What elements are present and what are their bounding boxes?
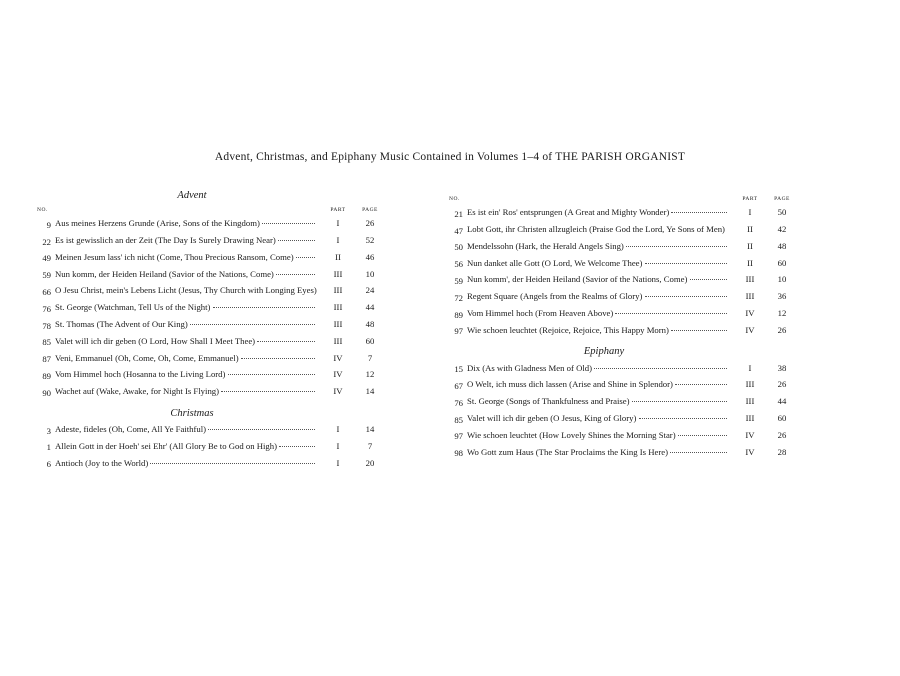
entry-title — [51, 385, 323, 398]
dot-leader — [671, 330, 727, 331]
dot-leader — [278, 240, 315, 241]
entry-page: 60 — [777, 413, 787, 424]
entry-part: II — [747, 257, 753, 268]
entry-number: 87 — [42, 354, 51, 365]
dot-leader — [594, 368, 727, 369]
entry-part: III — [333, 268, 343, 279]
entry-title-text: Wie schoen leuchtet (How Lovely Shines the Morning Star) — [467, 429, 676, 440]
entry-title-text: Nun komm, der Heiden Heiland (Savior of the Nations, Come) — [55, 268, 274, 279]
entry-title-text: Regent Square (Angels from the Realms of Glory) — [467, 291, 643, 302]
dot-leader — [678, 435, 727, 436]
entry-title — [51, 234, 323, 247]
hymn-entry — [37, 368, 387, 381]
dot-leader — [296, 257, 315, 258]
entry-page: 26 — [365, 218, 375, 229]
section-title-advent: Advent — [177, 190, 207, 201]
entry-page: 52 — [365, 235, 375, 246]
entry-title-text: Valet will ich dir geben (O Jesus, King of Glory) — [467, 413, 637, 424]
dot-leader — [645, 263, 728, 264]
entry-title-text: O Jesu Christ, mein's Lebens Licht (Jesus, Thy Church with Longing Eyes) — [55, 285, 317, 296]
entry-title — [463, 362, 735, 375]
dot-leader — [632, 401, 727, 402]
entry-part: I — [336, 218, 340, 229]
entry-title — [463, 273, 735, 286]
entry-number: 72 — [454, 292, 463, 303]
entry-part: III — [333, 285, 343, 296]
dot-leader — [276, 274, 315, 275]
entry-title — [51, 318, 323, 331]
entry-part: I — [336, 457, 340, 468]
hymn-entry — [449, 378, 799, 391]
header-part: PART — [742, 196, 758, 202]
entry-page: 28 — [777, 446, 787, 457]
entry-number: 47 — [454, 225, 463, 236]
hymn-entry — [37, 335, 387, 348]
entry-title — [463, 378, 735, 391]
entry-title-text: Wachet auf (Wake, Awake, for Night Is Flying) — [55, 386, 220, 397]
entry-page: 60 — [777, 257, 787, 268]
entry-number: 89 — [42, 370, 51, 381]
hymn-entry — [37, 385, 387, 398]
christmas-list — [37, 423, 387, 469]
entry-page: 44 — [777, 396, 787, 407]
hymn-entry — [37, 268, 387, 281]
hymn-entry — [37, 284, 387, 297]
hymn-entry — [449, 307, 799, 320]
entry-page: 20 — [365, 457, 375, 468]
entry-title — [51, 457, 323, 470]
dot-leader — [690, 279, 728, 280]
entry-page: 46 — [365, 251, 375, 262]
hymn-entry — [449, 362, 799, 375]
entry-page: 26 — [777, 429, 787, 440]
entry-part: IV — [745, 446, 755, 457]
entry-title — [51, 423, 323, 436]
entry-title — [463, 290, 735, 303]
entry-title — [463, 307, 735, 320]
entry-number: 76 — [454, 397, 463, 408]
entry-part: IV — [333, 369, 343, 380]
entry-part: I — [748, 207, 752, 218]
hymn-entry — [449, 223, 799, 236]
entry-title-text: Es ist gewisslich an der Zeit (The Day Is Surely Drawing Near) — [55, 235, 276, 246]
entry-page: 7 — [367, 352, 373, 363]
entry-title — [463, 257, 735, 270]
entry-part: I — [336, 440, 340, 451]
entry-title-text: Valet will ich dir geben (O Lord, How Shall I Meet Thee) — [55, 335, 256, 346]
dot-leader — [670, 452, 727, 453]
entry-number: 76 — [42, 303, 51, 314]
dot-leader — [279, 446, 315, 447]
hymn-entry — [449, 290, 799, 303]
column-header-row — [37, 203, 387, 213]
entry-title — [463, 206, 735, 219]
hymn-entry — [449, 395, 799, 408]
entry-title-text: Veni, Emmanuel (Oh, Come, Oh, Come, Emmanuel) — [55, 352, 239, 363]
dot-leader — [671, 212, 727, 213]
entry-part: IV — [745, 308, 755, 319]
entry-title — [51, 217, 323, 230]
entry-page: 60 — [365, 335, 375, 346]
header-page: PAGE — [774, 196, 790, 202]
entry-number: 78 — [42, 320, 51, 331]
entry-title-text: O Welt, ich muss dich lassen (Arise and Shine in Splendor) — [467, 379, 673, 390]
entry-title-text: Adeste, fideles (Oh, Come, All Ye Faithful) — [55, 424, 207, 435]
hymn-entry — [449, 429, 799, 442]
entry-number: 56 — [454, 259, 463, 270]
entry-title — [51, 268, 323, 281]
christmas-continued-list — [449, 206, 799, 336]
entry-number: 59 — [42, 270, 51, 281]
entry-number: 50 — [454, 242, 463, 253]
hymn-entry — [37, 217, 387, 230]
entry-page: 42 — [777, 224, 787, 235]
entry-part: III — [745, 379, 755, 390]
entry-title-text: Antioch (Joy to the World) — [55, 457, 149, 468]
dot-leader — [150, 463, 315, 464]
entry-number: 98 — [454, 448, 463, 459]
entry-title-text: Es ist ein' Ros' entsprungen (A Great and Mighty Wonder) — [467, 207, 670, 218]
entry-part: IV — [745, 324, 755, 335]
dot-leader — [626, 246, 727, 247]
entry-page: 10 — [365, 268, 375, 279]
entry-number: 49 — [42, 253, 51, 264]
entry-page: 14 — [365, 386, 375, 397]
entry-page: 44 — [365, 302, 375, 313]
hymn-entry — [449, 324, 799, 337]
entry-title — [463, 324, 735, 337]
entry-part: II — [747, 240, 753, 251]
entry-page: 26 — [777, 379, 787, 390]
entry-title-text: Lobt Gott, ihr Christen allzugleich (Praise God the Lord, Ye Sons of Men) — [467, 224, 725, 235]
page-title: Advent, Christmas, and Epiphany Music Contained in Volumes 1–4 of THE PARISH ORGANIST — [214, 151, 686, 163]
entry-page: 14 — [365, 424, 375, 435]
dot-leader — [257, 341, 315, 342]
entry-title-text: Meinen Jesum lass' ich nicht (Come, Thou Precious Ransom, Come) — [55, 251, 294, 262]
header-part: PART — [330, 207, 346, 213]
epiphany-list — [449, 362, 799, 458]
entry-number: 85 — [454, 414, 463, 425]
entry-title-text: Wie schoen leuchtet (Rejoice, Rejoice, This Happy Morn) — [467, 324, 669, 335]
entry-title-text: Mendelssohn (Hark, the Herald Angels Sing) — [467, 240, 624, 251]
entry-part: II — [747, 224, 753, 235]
entry-part: III — [745, 291, 755, 302]
dot-leader — [213, 307, 316, 308]
hymn-entry — [449, 446, 799, 459]
hymn-entry — [37, 251, 387, 264]
entry-page: 48 — [777, 240, 787, 251]
dot-leader — [241, 358, 315, 359]
advent-list — [37, 217, 387, 397]
entry-number: 90 — [42, 387, 51, 398]
hymn-entry — [37, 301, 387, 314]
entry-part: III — [333, 302, 343, 313]
hymn-entry — [37, 234, 387, 247]
column-header-row — [449, 192, 799, 202]
entry-part: I — [336, 235, 340, 246]
dot-leader — [639, 418, 728, 419]
header-no: NO. — [37, 207, 48, 213]
entry-title-text: Vom Himmel hoch (Hosanna to the Living Lord) — [55, 369, 226, 380]
entry-page: 10 — [777, 274, 787, 285]
entry-part: III — [745, 396, 755, 407]
entry-page: 26 — [777, 324, 787, 335]
entry-title — [51, 368, 323, 381]
entry-title-text: Wo Gott zum Haus (The Star Proclaims the King Is Here) — [467, 446, 668, 457]
entry-number: 21 — [454, 208, 463, 219]
dot-leader — [262, 223, 315, 224]
entry-title-text: Nun danket alle Gott (O Lord, We Welcome Thee) — [467, 257, 643, 268]
hymn-entry — [37, 457, 387, 470]
entry-part: IV — [745, 429, 755, 440]
entry-title — [51, 251, 323, 264]
hymn-entry — [449, 240, 799, 253]
section-title-epiphany: Epiphany — [583, 346, 625, 358]
entry-page: 12 — [365, 369, 375, 380]
entry-title-text: Allein Gott in der Hoeh' sei Ehr' (All Glory Be to God on High) — [55, 440, 277, 451]
hymn-entry — [37, 352, 387, 365]
entry-page: 7 — [367, 440, 373, 451]
entry-title — [463, 223, 735, 236]
entry-title-text: St. George (Watchman, Tell Us of the Night) — [55, 302, 211, 313]
hymn-entry — [449, 206, 799, 219]
entry-title-text: St. George (Songs of Thankfulness and Praise) — [467, 396, 630, 407]
entry-title — [51, 284, 323, 297]
dot-leader — [221, 391, 315, 392]
entry-number: 3 — [46, 425, 51, 436]
entry-title-text: St. Thomas (The Advent of Our King) — [55, 319, 188, 330]
entry-part: IV — [333, 352, 343, 363]
entry-part: III — [333, 319, 343, 330]
dot-leader — [675, 384, 727, 385]
entry-page: 48 — [365, 319, 375, 330]
right-column — [449, 192, 799, 458]
entry-part: III — [745, 413, 755, 424]
entry-title — [463, 446, 735, 459]
header-page: PAGE — [362, 207, 378, 213]
hymn-entry — [449, 257, 799, 270]
header-no: NO. — [449, 196, 460, 202]
left-column — [37, 190, 387, 469]
entry-number: 22 — [42, 236, 51, 247]
entry-part: I — [748, 362, 752, 373]
entry-page: 38 — [777, 362, 787, 373]
hymn-entry — [37, 318, 387, 331]
entry-page: 24 — [365, 285, 375, 296]
entry-number: 89 — [454, 309, 463, 320]
hymn-entry — [449, 273, 799, 286]
dot-leader — [208, 429, 315, 430]
entry-number: 6 — [46, 459, 51, 470]
entry-part: III — [333, 335, 343, 346]
entry-part: I — [336, 424, 340, 435]
entry-part: II — [335, 251, 341, 262]
entry-title — [51, 335, 323, 348]
entry-title — [463, 429, 735, 442]
entry-title-text: Aus meines Herzens Grunde (Arise, Sons of the Kingdom) — [55, 218, 260, 229]
hymn-entry — [449, 412, 799, 425]
dot-leader — [228, 374, 316, 375]
entry-title — [463, 240, 735, 253]
entry-title — [463, 395, 735, 408]
entry-title — [51, 352, 323, 365]
entry-number: 15 — [454, 364, 463, 375]
dot-leader — [645, 296, 728, 297]
entry-title-text: Dix (As with Gladness Men of Old) — [467, 362, 592, 373]
hymn-entry — [37, 440, 387, 453]
entry-number: 59 — [454, 275, 463, 286]
entry-number: 97 — [454, 326, 463, 337]
entry-number: 67 — [454, 380, 463, 391]
entry-part: IV — [333, 386, 343, 397]
entry-title — [51, 301, 323, 314]
entry-number: 1 — [46, 442, 51, 453]
entry-title — [463, 412, 735, 425]
entry-title-text: Vom Himmel hoch (From Heaven Above) — [467, 308, 614, 319]
section-title-christmas: Christmas — [170, 407, 214, 419]
hymn-entry — [37, 423, 387, 436]
dot-leader — [190, 324, 315, 325]
entry-page: 36 — [777, 291, 787, 302]
entry-number: 66 — [42, 286, 51, 297]
entry-part: III — [745, 274, 755, 285]
entry-number: 97 — [454, 431, 463, 442]
entry-page: 50 — [777, 207, 787, 218]
dot-leader — [615, 313, 727, 314]
entry-title-text: Nun komm', der Heiden Heiland (Savior of the Nations, Come) — [467, 274, 688, 285]
entry-title — [51, 440, 323, 453]
entry-page: 12 — [777, 308, 787, 319]
entry-number: 9 — [46, 219, 51, 230]
entry-number: 85 — [42, 337, 51, 348]
